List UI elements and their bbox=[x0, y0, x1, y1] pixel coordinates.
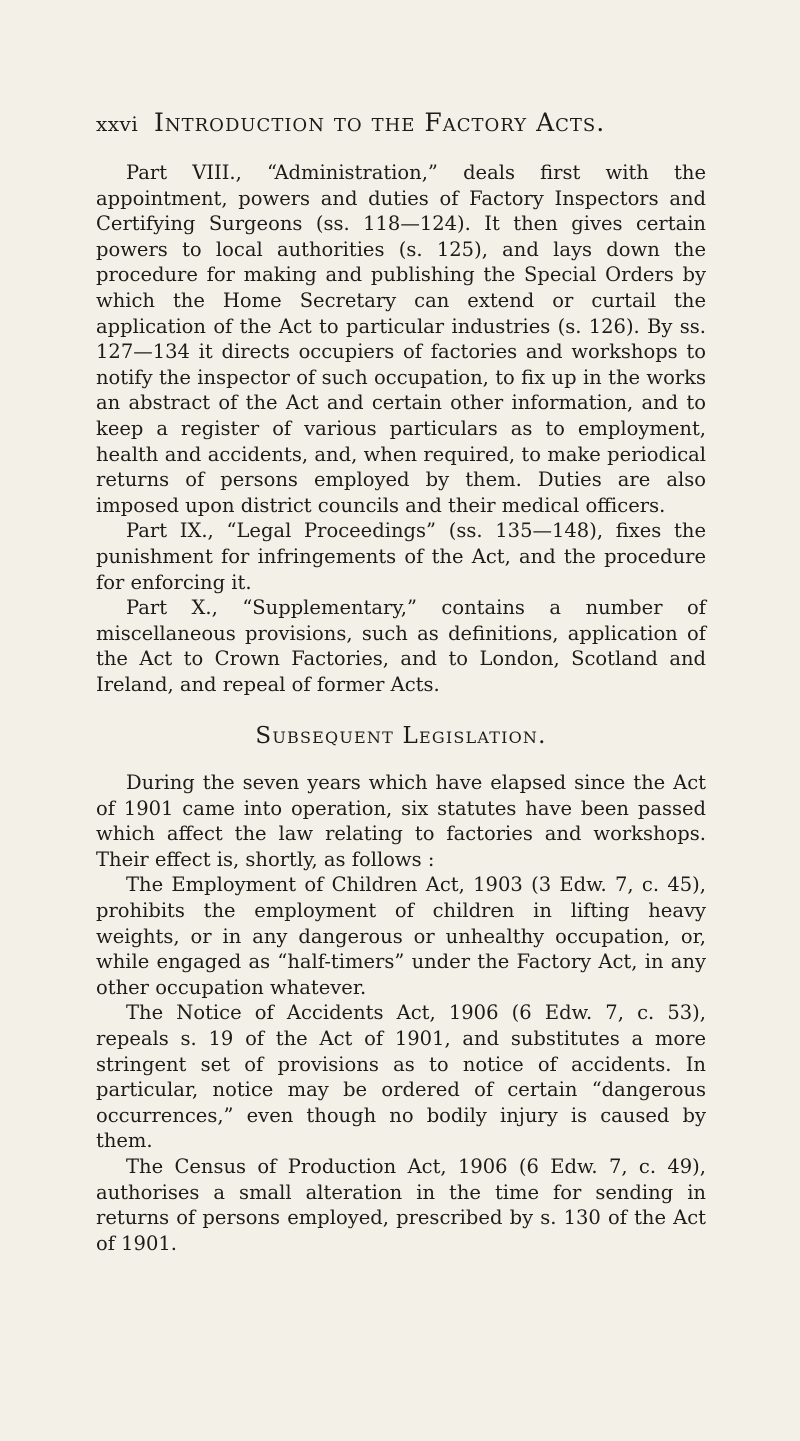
running-title: Introduction to the Factory Acts. bbox=[154, 108, 606, 137]
paragraph-seven-years: During the seven years which have elapsed since the Act of 1901 came into operation, six statutes have been passed which affect the law relating to factories and workshops. Their effect is, shortly, as follows : bbox=[96, 771, 706, 871]
book-page bbox=[96, 0, 706, 1441]
section-heading: Subsequent Legislation. bbox=[255, 723, 547, 750]
paragraph-part-x: Part X., “Supplementary,” contains a number of miscellaneous provisions, such as definitions, application of the Act to Crown Factories, and to London, Scotland and Ireland, and repeal of former Acts. bbox=[96, 596, 706, 696]
paragraph-census-of-production: The Census of Production Act, 1906 (6 Edw. 7, c. 49), authorises a small alteration in the time for sending in returns of persons employed, prescribed by s. 130 of the Act of 1901. bbox=[96, 1154, 706, 1255]
paragraph-part-viii: Part VIII., “Administration,” deals first with the appointment, powers and duties of Factory Inspectors and Certifying Surgeons (ss. 118—124). It then gives certain powers to local authorities (s. 125), and lays down the procedure for making and publishing the Special Orders by which the Home Secretary can extend or curtail the application of the Act to particular industries (s. 126). By ss. 127—134 it directs occupiers of factories and workshops to notify the inspector of such occupation, to fix up in the works an abstract of the Act and certain other information, and to keep a register of various particulars as to employment, health and accidents, and, when required, to make periodical returns of persons employed by them. Duties are also imposed upon district councils and their medical officers. bbox=[96, 161, 706, 517]
paragraph-notice-of-accidents: The Notice of Accidents Act, 1906 (6 Edw. 7, c. 53), repeals s. 19 of the Act of 1901, and substitutes a more stringent set of provisions as to notice of accidents. In particular, notice may be ordered of certain “dangerous occurrences,” even though no bodily injury is caused by them. bbox=[96, 1001, 706, 1153]
body-text bbox=[96, 160, 706, 1256]
paragraph-part-ix: Part IX., “Legal Proceedings” (ss. 135—148), fixes the punishment for infringements of the Act, and the procedure for enforcing it. bbox=[96, 519, 706, 594]
running-head bbox=[96, 106, 706, 146]
page-number: xxvi bbox=[96, 112, 139, 136]
paragraph-employment-of-children: The Employment of Children Act, 1903 (3 Edw. 7, c. 45), prohibits the employment of children in lifting heavy weights, or in any dangerous or unhealthy occupation, or, while engaged as “half-timers” under the Factory Act, in any other occupation whatever. bbox=[96, 873, 706, 999]
